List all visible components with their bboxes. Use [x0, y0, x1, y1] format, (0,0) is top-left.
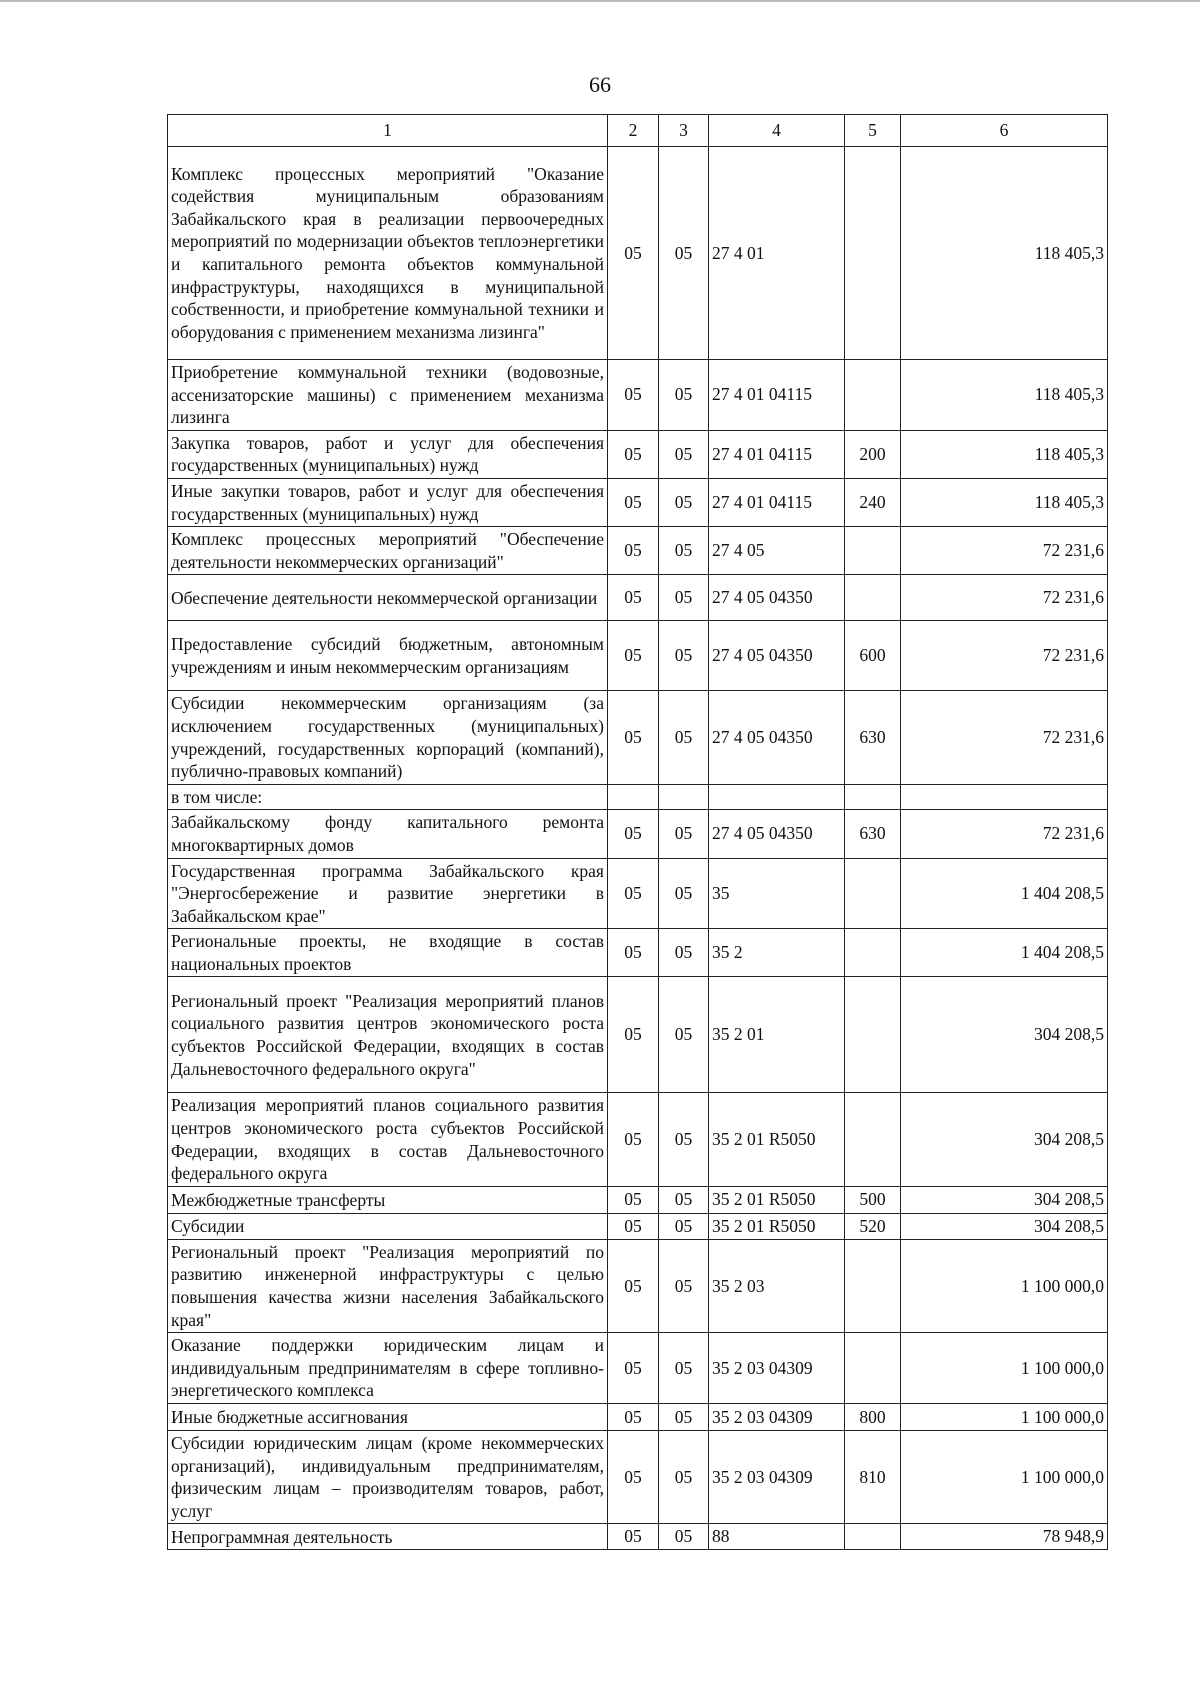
row-code-cell: 27 4 01 04115	[709, 430, 845, 478]
row-col2-cell: 05	[608, 147, 659, 360]
row-type-cell	[845, 784, 901, 810]
row-amount-cell: 118 405,3	[901, 430, 1108, 478]
row-col2-cell: 05	[608, 1213, 659, 1239]
row-code-cell: 35 2	[709, 929, 845, 977]
row-col2-cell: 05	[608, 575, 659, 621]
row-amount-cell: 304 208,5	[901, 1213, 1108, 1239]
table-row	[168, 929, 1108, 977]
row-name-cell: Оказание поддержки юридическим лицам и индивидуальным предпринимателям в сфере топливно-энергетического комплекса	[168, 1333, 608, 1404]
row-col2-cell: 05	[608, 929, 659, 977]
row-col3-cell: 05	[659, 1431, 709, 1524]
row-code-cell: 27 4 05 04350	[709, 810, 845, 858]
row-code-cell: 88	[709, 1524, 845, 1550]
row-type-cell: 630	[845, 810, 901, 858]
row-name-cell: Комплекс процессных мероприятий "Обеспечение деятельности некоммерческих организаций"	[168, 527, 608, 575]
row-type-cell: 630	[845, 691, 901, 784]
row-type-cell: 240	[845, 478, 901, 526]
row-name-cell: Закупка товаров, работ и услуг для обеспечения государственных (муниципальных) нужд	[168, 430, 608, 478]
row-col3-cell: 05	[659, 430, 709, 478]
row-col2-cell: 05	[608, 810, 659, 858]
table-row	[168, 430, 1108, 478]
row-col2-cell: 05	[608, 478, 659, 526]
header-col-1: 1	[168, 115, 608, 147]
row-code-cell: 35 2 01 R5050	[709, 1213, 845, 1239]
row-amount-cell: 1 100 000,0	[901, 1239, 1108, 1332]
page-number: 66	[589, 72, 611, 97]
row-code-cell: 35 2 01 R5050	[709, 1093, 845, 1186]
row-type-cell	[845, 147, 901, 360]
row-col3-cell	[659, 784, 709, 810]
row-amount-cell: 304 208,5	[901, 977, 1108, 1093]
row-col3-cell: 05	[659, 527, 709, 575]
header-col-5: 5	[845, 115, 901, 147]
row-type-cell	[845, 360, 901, 431]
row-col2-cell: 05	[608, 1431, 659, 1524]
row-col3-cell: 05	[659, 929, 709, 977]
row-amount-cell: 72 231,6	[901, 527, 1108, 575]
row-type-cell: 520	[845, 1213, 901, 1239]
row-name-cell: Комплекс процессных мероприятий "Оказание содействия муниципальным образованиям Забайкальского края в реализации первоочередных мероприятий по модернизации объектов теплоэнергетики и капитального ремонта объектов коммунальной инфраструктуры, находящихся в муниципальной собственности, и приобретение коммунальной техники и оборудования с применением механизма лизинга"	[168, 147, 608, 360]
row-amount-cell: 72 231,6	[901, 575, 1108, 621]
row-code-cell: 35 2 03 04309	[709, 1404, 845, 1431]
row-name-cell: Приобретение коммунальной техники (водовозные, ассенизаторские машины) с применением механизма лизинга	[168, 360, 608, 431]
row-amount-cell: 118 405,3	[901, 478, 1108, 526]
row-col2-cell: 05	[608, 1404, 659, 1431]
row-amount-cell: 72 231,6	[901, 621, 1108, 691]
row-type-cell: 810	[845, 1431, 901, 1524]
row-col2-cell: 05	[608, 1333, 659, 1404]
row-col3-cell: 05	[659, 1404, 709, 1431]
table-row	[168, 1431, 1108, 1524]
row-name-cell: Иные бюджетные ассигнования	[168, 1404, 608, 1431]
row-name-cell: Межбюджетные трансферты	[168, 1186, 608, 1213]
row-code-cell: 27 4 01	[709, 147, 845, 360]
table-row	[168, 1404, 1108, 1431]
table-row	[168, 1239, 1108, 1332]
row-name-cell: Реализация мероприятий планов социального развития центров экономического роста субъектов Российской Федерации, входящих в состав Дальневосточного федерального округа	[168, 1093, 608, 1186]
row-amount-cell: 1 404 208,5	[901, 858, 1108, 929]
table-body	[168, 147, 1108, 1550]
row-col2-cell: 05	[608, 1186, 659, 1213]
row-col2-cell: 05	[608, 360, 659, 431]
row-name-cell: Забайкальскому фонду капитального ремонта многоквартирных домов	[168, 810, 608, 858]
row-amount-cell: 1 100 000,0	[901, 1431, 1108, 1524]
row-amount-cell: 304 208,5	[901, 1093, 1108, 1186]
row-code-cell: 27 4 01 04115	[709, 478, 845, 526]
row-type-cell	[845, 1333, 901, 1404]
row-amount-cell: 72 231,6	[901, 691, 1108, 784]
row-col3-cell: 05	[659, 691, 709, 784]
row-col2-cell	[608, 784, 659, 810]
row-amount-cell: 1 100 000,0	[901, 1404, 1108, 1431]
row-amount-cell: 118 405,3	[901, 360, 1108, 431]
budget-table	[167, 114, 1108, 1550]
row-col3-cell: 05	[659, 858, 709, 929]
table-row	[168, 858, 1108, 929]
header-col-2: 2	[608, 115, 659, 147]
row-code-cell: 35 2 01 R5050	[709, 1186, 845, 1213]
row-type-cell: 800	[845, 1404, 901, 1431]
row-col3-cell: 05	[659, 575, 709, 621]
row-amount-cell: 1 404 208,5	[901, 929, 1108, 977]
row-code-cell: 27 4 05 04350	[709, 575, 845, 621]
row-type-cell	[845, 1239, 901, 1332]
table-row	[168, 810, 1108, 858]
table-row	[168, 147, 1108, 360]
row-col3-cell: 05	[659, 1333, 709, 1404]
table-row	[168, 784, 1108, 810]
row-type-cell	[845, 575, 901, 621]
row-col3-cell: 05	[659, 1213, 709, 1239]
row-col3-cell: 05	[659, 621, 709, 691]
row-col2-cell: 05	[608, 977, 659, 1093]
header-col-6: 6	[901, 115, 1108, 147]
row-code-cell: 35 2 03 04309	[709, 1333, 845, 1404]
row-code-cell: 35	[709, 858, 845, 929]
row-name-cell: Предоставление субсидий бюджетным, автономным учреждениям и иным некоммерческим организациям	[168, 621, 608, 691]
row-code-cell: 27 4 05 04350	[709, 621, 845, 691]
scan-edge	[0, 0, 1200, 2]
row-col2-cell: 05	[608, 858, 659, 929]
row-name-cell: Региональные проекты, не входящие в состав национальных проектов	[168, 929, 608, 977]
row-col3-cell: 05	[659, 1239, 709, 1332]
row-name-cell: в том числе:	[168, 784, 608, 810]
row-code-cell: 27 4 01 04115	[709, 360, 845, 431]
row-name-cell: Субсидии некоммерческим организациям (за исключением государственных (муниципальных) учреждений, государственных корпораций (компаний), публично-правовых компаний)	[168, 691, 608, 784]
row-col3-cell: 05	[659, 1186, 709, 1213]
row-amount-cell: 72 231,6	[901, 810, 1108, 858]
row-col2-cell: 05	[608, 1093, 659, 1186]
row-type-cell	[845, 527, 901, 575]
header-col-4: 4	[709, 115, 845, 147]
row-code-cell: 27 4 05	[709, 527, 845, 575]
header-col-3: 3	[659, 115, 709, 147]
row-col2-cell: 05	[608, 430, 659, 478]
table-row	[168, 575, 1108, 621]
table-row	[168, 1333, 1108, 1404]
row-type-cell: 200	[845, 430, 901, 478]
row-col3-cell: 05	[659, 147, 709, 360]
table-row	[168, 1213, 1108, 1239]
row-name-cell: Региональный проект "Реализация мероприятий планов социального развития центров экономического роста субъектов Российской Федерации, входящих в состав Дальневосточного федерального округа"	[168, 977, 608, 1093]
row-col2-cell: 05	[608, 621, 659, 691]
table-row	[168, 360, 1108, 431]
row-code-cell: 35 2 03 04309	[709, 1431, 845, 1524]
row-col3-cell: 05	[659, 1524, 709, 1550]
row-name-cell: Государственная программа Забайкальского края "Энергосбережение и развитие энергетики в Забайкальском крае"	[168, 858, 608, 929]
row-col3-cell: 05	[659, 360, 709, 431]
row-amount-cell: 118 405,3	[901, 147, 1108, 360]
row-col3-cell: 05	[659, 478, 709, 526]
row-code-cell: 27 4 05 04350	[709, 691, 845, 784]
row-amount-cell: 1 100 000,0	[901, 1333, 1108, 1404]
row-type-cell	[845, 858, 901, 929]
header-row	[168, 115, 1108, 147]
row-name-cell: Субсидии	[168, 1213, 608, 1239]
row-name-cell: Субсидии юридическим лицам (кроме некоммерческих организаций), индивидуальным предпринимателям, физическим лицам – производителям товаров, работ, услуг	[168, 1431, 608, 1524]
row-type-cell	[845, 1524, 901, 1550]
row-amount-cell: 78 948,9	[901, 1524, 1108, 1550]
row-name-cell: Региональный проект "Реализация мероприятий по развитию инженерной инфраструктуры с целью повышения качества жизни населения Забайкальского края"	[168, 1239, 608, 1332]
row-type-cell	[845, 929, 901, 977]
table-row	[168, 977, 1108, 1093]
table-row	[168, 1186, 1108, 1213]
row-amount-cell: 304 208,5	[901, 1186, 1108, 1213]
row-amount-cell	[901, 784, 1108, 810]
row-col2-cell: 05	[608, 1239, 659, 1332]
row-col3-cell: 05	[659, 1093, 709, 1186]
row-col3-cell: 05	[659, 810, 709, 858]
row-name-cell: Непрограммная деятельность	[168, 1524, 608, 1550]
table-row	[168, 621, 1108, 691]
row-type-cell: 500	[845, 1186, 901, 1213]
row-code-cell: 35 2 01	[709, 977, 845, 1093]
row-type-cell	[845, 977, 901, 1093]
row-col2-cell: 05	[608, 691, 659, 784]
table-row	[168, 1093, 1108, 1186]
row-type-cell: 600	[845, 621, 901, 691]
table-row	[168, 527, 1108, 575]
row-code-cell	[709, 784, 845, 810]
row-col3-cell: 05	[659, 977, 709, 1093]
table-row	[168, 478, 1108, 526]
row-col2-cell: 05	[608, 1524, 659, 1550]
row-name-cell: Обеспечение деятельности некоммерческой организации	[168, 575, 608, 621]
table-row	[168, 691, 1108, 784]
row-type-cell	[845, 1093, 901, 1186]
row-col2-cell: 05	[608, 527, 659, 575]
row-code-cell: 35 2 03	[709, 1239, 845, 1332]
row-name-cell: Иные закупки товаров, работ и услуг для обеспечения государственных (муниципальных) нужд	[168, 478, 608, 526]
table-row	[168, 1524, 1108, 1550]
